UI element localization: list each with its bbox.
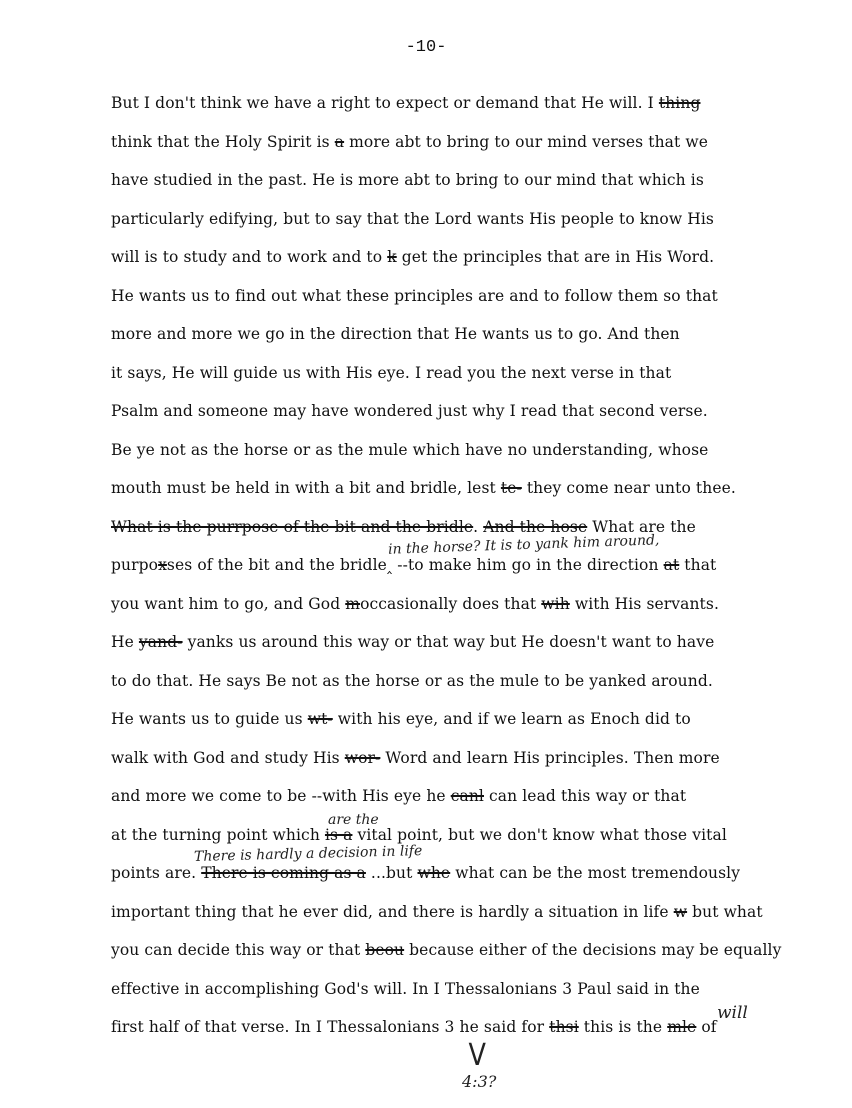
handwritten-insert-horse: in the horse? It is to yank him around, — [387, 532, 660, 558]
text-run: particularly edifying, but to say that the Lord wants His people to know His — [111, 209, 714, 228]
struck-text: wt- — [307, 710, 333, 728]
text-line — [111, 1018, 717, 1036]
struck-text: k — [387, 248, 397, 266]
text-line — [111, 94, 700, 112]
text-line — [111, 518, 696, 536]
struck-text: a — [334, 132, 345, 151]
handwritten-will: will — [717, 1003, 748, 1023]
text-run: you can decide this way or that — [111, 941, 366, 959]
text-line — [111, 133, 708, 151]
text-line — [111, 710, 691, 728]
struck-text: wih — [541, 594, 570, 613]
struck-text: m — [345, 594, 361, 613]
struck-text: There is coming as a — [201, 864, 366, 882]
text-run: more abt to bring to our mind verses that we — [344, 132, 709, 151]
text-run: get the principles that are in His Word. — [396, 248, 715, 266]
text-run: and more we come to be --with His eye he — [111, 787, 451, 805]
text-run: mouth must be held in with a bit and bridle, lest — [111, 479, 501, 497]
struck-text: te- — [500, 479, 522, 497]
text-line — [111, 595, 719, 613]
text-line — [111, 479, 736, 497]
text-run: first half of that verse. In I Thessalonians 3 he said for — [111, 1018, 550, 1036]
text-run: yanks us around this way or that way but He doesn't want to have — [182, 633, 715, 651]
struck-text: And the hose — [483, 517, 588, 536]
struck-text: mle — [667, 1018, 697, 1036]
text-line — [111, 287, 718, 305]
text-run: with His servants. — [569, 594, 719, 613]
text-run: effective in accomplishing God's will. In I Thessalonians 3 Paul said in the — [111, 979, 700, 998]
text-run: that — [679, 556, 717, 574]
text-run: He — [111, 633, 139, 651]
text-run: occasionally does that — [360, 594, 542, 613]
text-run: can lead this way or that — [483, 787, 687, 805]
text-line — [111, 787, 686, 805]
handwritten-verse-reference: 4:3? — [462, 1072, 497, 1091]
struck-text: thsi — [549, 1018, 579, 1036]
struck-text: is a — [324, 825, 353, 844]
text-line — [111, 441, 708, 459]
struck-text: x — [158, 556, 167, 574]
struck-text: wor- — [344, 748, 381, 767]
text-run: important thing that he ever did, and there is hardly a situation in life — [111, 902, 674, 921]
text-run: --to make him go in the direction — [392, 556, 664, 574]
text-run: ‸ — [386, 556, 393, 574]
text-line — [111, 210, 714, 228]
text-line — [111, 248, 714, 266]
struck-text: thing — [658, 94, 701, 112]
text-line — [111, 556, 716, 574]
text-run: this is the — [578, 1018, 668, 1036]
text-run: to do that. He says Be not as the horse or as the mule to be yanked around. — [111, 671, 713, 690]
text-run: Psalm and someone may have wondered just why I read that second verse. — [111, 402, 708, 420]
page-number: -10- — [405, 38, 447, 57]
text-run: of — [696, 1018, 717, 1036]
text-run: Be ye not as the horse or as the mule which have no understanding, whose — [111, 440, 709, 459]
text-run: will is to study and to work and to — [111, 248, 388, 266]
text-line — [111, 941, 781, 959]
text-run: have studied in the past. He is more abt to bring to our mind that which is — [111, 171, 704, 189]
struck-text: beou — [365, 941, 405, 959]
handwritten-are-the: are the — [328, 812, 379, 828]
text-run: ses of the bit and the bridle — [166, 556, 387, 574]
text-run: . — [473, 517, 484, 536]
text-line — [111, 903, 763, 921]
text-run: He wants us to find out what these principles are and to follow them so that — [111, 286, 718, 305]
handwritten-decision-note: There is hardly a decision in life — [193, 843, 423, 865]
struck-text: yand- — [138, 633, 183, 651]
text-run: But I don't think we have a right to expect or demand that He will. I — [111, 94, 659, 112]
text-run: purpo — [111, 556, 159, 574]
text-run: ...but — [365, 864, 418, 882]
text-run: walk with God and study His — [111, 748, 345, 767]
text-run: it says, He will guide us with His eye. I read you the next verse in that — [111, 363, 672, 382]
text-run: with his eye, and if we learn as Enoch did to — [332, 710, 691, 728]
text-line — [111, 749, 720, 767]
struck-text: canl — [450, 787, 484, 805]
text-line — [111, 171, 704, 189]
text-run: Word and learn His principles. Then more — [380, 748, 720, 767]
text-run: think that the Holy Spirit is — [111, 132, 335, 151]
struck-text: whe — [417, 864, 451, 882]
text-line — [111, 672, 713, 690]
text-line — [111, 633, 714, 651]
text-run: but what — [687, 902, 763, 921]
handwritten-caret: V — [468, 1038, 486, 1073]
text-run: you want him to go, and God — [111, 594, 346, 613]
text-run: because either of the decisions may be equally — [404, 941, 782, 959]
struck-text: What is the purrpose of the bit and the bridle — [111, 517, 474, 536]
text-line — [111, 402, 708, 420]
text-line — [111, 864, 740, 882]
text-line — [111, 325, 680, 343]
text-line — [111, 980, 700, 998]
text-run: more and more we go in the direction that He wants us to go. And then — [111, 325, 680, 343]
text-run: what can be the most tremendously — [450, 864, 741, 882]
text-run: they come near unto thee. — [521, 479, 736, 497]
struck-text: at — [663, 556, 680, 574]
text-run: points are. — [111, 864, 202, 882]
text-line — [111, 826, 727, 844]
text-run: at the turning point which — [111, 825, 325, 844]
text-run: He wants us to guide us — [111, 710, 308, 728]
text-run: vital point, but we don't know what those vital — [352, 825, 727, 844]
text-line — [111, 364, 671, 382]
text-run: What are the — [587, 517, 696, 536]
struck-text: w — [673, 902, 688, 921]
